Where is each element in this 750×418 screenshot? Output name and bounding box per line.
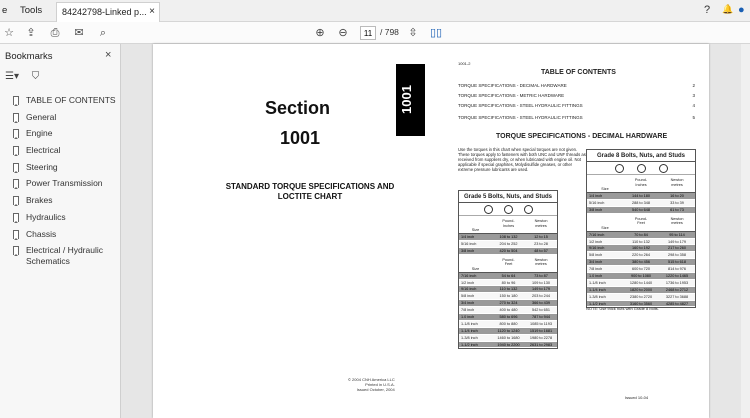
table-row — [459, 300, 557, 307]
table-row — [587, 200, 695, 207]
table-cell: 1220 to 1465 — [665, 274, 689, 279]
grade-mark-icon — [659, 164, 668, 173]
bookmark-item[interactable]: Steering — [0, 162, 121, 173]
table-cell: 2468 to 2712 — [665, 287, 689, 292]
table-row — [587, 266, 695, 273]
table-cell: 270 to 324 — [499, 301, 518, 306]
column-label: Newton metres — [534, 257, 548, 267]
column-label: Pound- Inches — [502, 219, 515, 228]
bookmark-item[interactable]: TABLE OF CONTENTS — [0, 95, 121, 106]
table-cell: 1-1/8 inch — [461, 321, 478, 326]
table-row — [587, 280, 695, 287]
column-label: Newton metres — [670, 216, 684, 226]
grade-marks — [587, 162, 695, 175]
tab-bar — [0, 0, 750, 22]
toc-row: TORQUE SPECIFICATIONS - STEEL HYDRAULIC FITTINGS 5 — [458, 115, 695, 120]
section-number: 1001 — [280, 128, 321, 148]
toc-row: TORQUE SPECIFICATIONS - DECIMAL HARDWARE 2 — [458, 83, 695, 88]
grade-mark-icon — [637, 164, 646, 173]
table-row — [587, 273, 695, 280]
table-row — [587, 232, 695, 239]
table-cell: 298 to 358 — [668, 253, 686, 258]
table-cell: 5/16 inch — [461, 241, 477, 246]
table-cell: 515 to 618 — [668, 260, 686, 265]
table-cell: 380 to 456 — [632, 260, 650, 265]
bookmark-item[interactable]: Hydraulics — [0, 212, 121, 223]
previous-page-icon[interactable]: ⊕ — [315, 27, 325, 39]
table-cell: 1-1/2 inch — [589, 301, 606, 306]
next-page-icon[interactable]: ⊖ — [338, 27, 348, 39]
close-panel-icon[interactable]: × — [105, 49, 112, 61]
table-cell: 3/8 inch — [461, 248, 475, 253]
bookmark-item[interactable]: Electrical — [0, 145, 121, 156]
vertical-scrollbar[interactable] — [741, 44, 750, 418]
grade-mark-icon — [504, 205, 513, 214]
table-cell: 1-1/4 inch — [589, 287, 606, 292]
issued-text: Issued 10-04 — [625, 395, 649, 400]
torque-section-title: TORQUE SPECIFICATIONS - DECIMAL HARDWARE — [496, 133, 668, 140]
table-cell: 1.0 inch — [461, 315, 475, 320]
table-cell: 400 to 480 — [499, 308, 518, 313]
table-row — [587, 287, 695, 294]
table-row — [587, 259, 695, 266]
print-icon[interactable]: ⎙ — [50, 27, 60, 39]
table-cell: 3160 to 3560 — [629, 301, 653, 306]
table-cell: 1-1/4 inch — [461, 328, 478, 333]
section-subtitle: STANDARD TORQUE SPECIFICATIONS AND LOCTITE CHART — [225, 182, 395, 201]
column-label: Pound- Feet — [634, 216, 648, 226]
bookmark-item[interactable]: General — [0, 112, 121, 123]
grade8-table — [586, 149, 696, 308]
table-cell: 144 to 180 — [632, 194, 650, 198]
bookmarks-title: Bookmarks — [5, 51, 53, 62]
grade-mark-icon — [484, 205, 493, 214]
bookmark-icon — [13, 129, 19, 138]
table-cell: 150 to 180 — [499, 294, 518, 299]
table-cell: 3/8 inch — [589, 207, 603, 212]
grade-mark-icon — [615, 164, 624, 173]
table-cell: 23 to 28 — [534, 241, 548, 246]
column-label: Size — [471, 228, 480, 232]
two-page-view-icon[interactable]: ▯▯ — [429, 27, 443, 39]
bookmark-icon — [13, 179, 19, 188]
bookmarks-panel — [0, 44, 121, 418]
options-icon[interactable]: ☰▾ — [5, 71, 19, 82]
table-cell: 9/16 inch — [461, 287, 477, 292]
torque-paragraph: Use the torques in this chart when special torques are not given. These torques apply to fasteners with both UNC and UNF threads as received from suppliers dry, or when lubricated with engine oil. Not applicable if special graphites, Molydisulfide greases, or other extreme pressure lubricants are used. — [458, 147, 586, 172]
table-row — [459, 293, 557, 300]
table-cell: 9/16 inch — [589, 246, 605, 251]
table-cell: 54 to 64 — [501, 273, 516, 278]
copyright-text: © 2004 CNH America LLC Printed in U.S.A. Issued October, 2004 — [348, 377, 395, 392]
table-cell: 366 to 439 — [532, 301, 550, 306]
table-row — [459, 286, 557, 293]
table-cell: 109 to 130 — [532, 280, 550, 285]
table-row — [587, 207, 695, 214]
table-cell: 540 to 648 — [632, 207, 650, 212]
table-cell: 7/16 inch — [589, 232, 605, 237]
grade-marks — [459, 203, 557, 216]
table-cell: 16 to 20 — [670, 194, 684, 198]
table-cell: 70 to 84 — [634, 232, 648, 237]
table-row — [587, 294, 695, 301]
bookmark-icon — [13, 230, 19, 239]
table-cell: 1280 to 1440 — [629, 280, 653, 285]
column-label: Pound- Inches — [634, 178, 648, 187]
table-cell: 110 to 132 — [632, 239, 650, 244]
bookmark-icon — [13, 96, 19, 105]
tab-home[interactable]: e — [2, 5, 8, 16]
table-row — [459, 234, 557, 241]
table-cell: 900 to 1080 — [630, 274, 652, 279]
tab-tools[interactable]: Tools — [20, 5, 43, 16]
table-cell: 204 to 252 — [499, 241, 518, 246]
table-cell: 5/8 inch — [589, 253, 603, 258]
table-cell: 108 to 132 — [499, 235, 518, 239]
table-cell: 1940 to 2200 — [497, 342, 520, 347]
section-tab-number: 1001 — [399, 85, 414, 114]
bookmark-item[interactable]: Chassis — [0, 229, 121, 240]
toc-row: TORQUE SPECIFICATIONS - METRIC HARDWARE 3 — [458, 93, 695, 98]
account-icon[interactable]: ● — [738, 4, 745, 16]
table-cell: 1-1/2 inch — [461, 342, 478, 347]
pdf-page-spread — [153, 44, 709, 418]
table-row — [587, 252, 695, 259]
table-cell: 1-3/8 inch — [589, 294, 606, 299]
bookmark-star-icon[interactable]: ☆ — [4, 27, 14, 39]
document-tab[interactable] — [56, 2, 160, 22]
table-cell: 1-1/8 inch — [589, 280, 606, 285]
table-row — [587, 193, 695, 200]
bookmark-icon — [13, 196, 19, 205]
table-cell: 149 to 179 — [532, 287, 550, 292]
grade-mark-icon — [524, 205, 533, 214]
column-label: Size — [601, 225, 609, 230]
add-bookmark-icon[interactable]: ⛉ — [31, 71, 40, 82]
bookmark-icon — [13, 146, 19, 155]
table-cell: 1820 to 2000 — [629, 287, 653, 292]
table-cell: 2380 to 2720 — [629, 294, 653, 299]
table-row — [459, 241, 557, 248]
bookmark-item[interactable]: Brakes — [0, 195, 121, 206]
bookmark-icon — [13, 113, 19, 122]
toolbar — [0, 22, 750, 44]
table-cell: 203 to 244 — [532, 294, 550, 299]
table-cell: 12 to 15 — [534, 235, 548, 239]
table-row — [459, 273, 557, 280]
table-cell: 4285 to 4827 — [665, 301, 689, 306]
bookmark-tools — [5, 71, 49, 82]
table-cell: 1120 to 1240 — [497, 328, 520, 333]
table-cell: 48 to 57 — [534, 248, 548, 253]
table-cell: 1/2 inch — [461, 280, 475, 285]
toc-title: TABLE OF CONTENTS — [541, 69, 616, 76]
close-tab-icon[interactable]: × — [149, 6, 155, 17]
table-cell: 420 to 504 — [499, 248, 518, 253]
column-header — [587, 214, 695, 232]
page-code: 1001-2 — [458, 61, 471, 66]
table-row — [459, 248, 557, 255]
table-row — [459, 314, 557, 321]
table-cell: 2631 to 2983 — [529, 342, 553, 347]
table-cell: 1519 to 1681 — [529, 328, 553, 333]
bookmark-icon — [13, 246, 19, 255]
table-cell: 5/8 inch — [461, 294, 475, 299]
table-cell: 1/4 inch — [461, 235, 475, 239]
table-cell: 288 to 348 — [632, 200, 650, 205]
table-cell: 1.0 inch — [589, 274, 603, 279]
table-cell: 580 to 696 — [499, 315, 518, 320]
table-title: Grade 8 Bolts, Nuts, and Studs — [587, 150, 695, 162]
table-cell: 3/4 inch — [461, 301, 475, 306]
table-cell: 110 to 132 — [499, 287, 518, 292]
table-cell: 149 to 179 — [668, 239, 686, 244]
table-cell: 33 to 39 — [670, 200, 684, 205]
table-cell: 217 to 260 — [668, 246, 686, 251]
table-cell: 600 to 720 — [632, 267, 650, 272]
bookmark-list — [0, 95, 121, 273]
table-cell: 1980 to 2278 — [529, 335, 553, 340]
table-cell: 160 to 192 — [632, 246, 650, 251]
table-cell: 800 to 880 — [499, 321, 518, 326]
note-text: NOTE: Use thick nuts with Grade 8 bolts. — [586, 306, 659, 311]
table-cell: 61 to 73 — [670, 207, 684, 212]
table-cell: 1085 to 1193 — [530, 321, 552, 326]
page-total: / 798 — [380, 27, 399, 37]
table-cell: 220 to 264 — [632, 253, 650, 258]
table-cell: 3/4 inch — [589, 260, 603, 265]
table-cell: 5/16 inch — [589, 200, 605, 205]
table-row — [459, 335, 557, 342]
help-icon[interactable]: ? — [704, 4, 711, 16]
table-cell: 1736 to 1953 — [665, 280, 689, 285]
table-row — [459, 307, 557, 314]
table-row — [587, 239, 695, 246]
column-label: Pound- Feet — [502, 257, 515, 267]
table-row — [587, 245, 695, 252]
table-cell: 73 to 87 — [534, 273, 548, 278]
bookmark-item[interactable]: Power Transmission — [0, 178, 121, 189]
table-title: Grade 5 Bolts, Nuts, and Studs — [459, 191, 557, 203]
page-number-input[interactable] — [360, 26, 376, 40]
grade5-table — [458, 190, 558, 349]
table-cell: 787 to 944 — [532, 315, 550, 320]
table-cell: 7/16 inch — [461, 273, 477, 278]
table-cell: 3227 to 3688 — [665, 294, 689, 299]
bookmark-item[interactable]: Electrical / Hydraulic Schematics — [0, 245, 108, 267]
table-cell: 95 to 114 — [669, 232, 685, 237]
upload-icon[interactable]: ⇪ — [26, 27, 36, 39]
table-cell: 1/4 inch — [589, 194, 603, 198]
table-cell: 80 to 96 — [501, 280, 516, 285]
toc-row: TORQUE SPECIFICATIONS - STEEL HYDRAULIC FITTINGS 4 — [458, 103, 695, 108]
email-icon[interactable]: ✉ — [74, 27, 84, 39]
table-cell: 7/8 inch — [589, 267, 603, 272]
bookmark-icon — [13, 163, 19, 172]
table-cell: 1/2 inch — [589, 239, 603, 244]
bookmark-icon — [13, 213, 19, 222]
column-label: Newton metres — [534, 219, 548, 228]
column-header — [587, 175, 695, 193]
table-cell: 7/8 inch — [461, 308, 475, 313]
column-header — [459, 216, 557, 234]
table-cell: 814 to 976 — [668, 267, 686, 272]
column-label: Size — [471, 266, 480, 271]
column-label: Size — [601, 187, 609, 191]
section-tab — [396, 64, 425, 136]
table-row — [459, 342, 557, 349]
table-row — [459, 280, 557, 287]
search-icon[interactable]: ⌕ — [99, 27, 107, 39]
column-header — [459, 255, 557, 273]
section-heading: Section — [265, 98, 331, 118]
table-cell: 542 to 651 — [532, 308, 550, 313]
table-row — [459, 328, 557, 335]
table-row — [459, 321, 557, 328]
bookmark-item[interactable]: Engine — [0, 128, 121, 139]
fit-page-icon[interactable]: ⇳ — [408, 27, 418, 39]
table-cell: 1460 to 1680 — [497, 335, 520, 340]
bell-icon[interactable]: 🔔 — [722, 4, 734, 14]
table-cell: 1-3/8 inch — [461, 335, 478, 340]
document-tab-label: 84242798-Linked p... — [62, 7, 147, 17]
column-label: Newton metres — [670, 178, 684, 187]
